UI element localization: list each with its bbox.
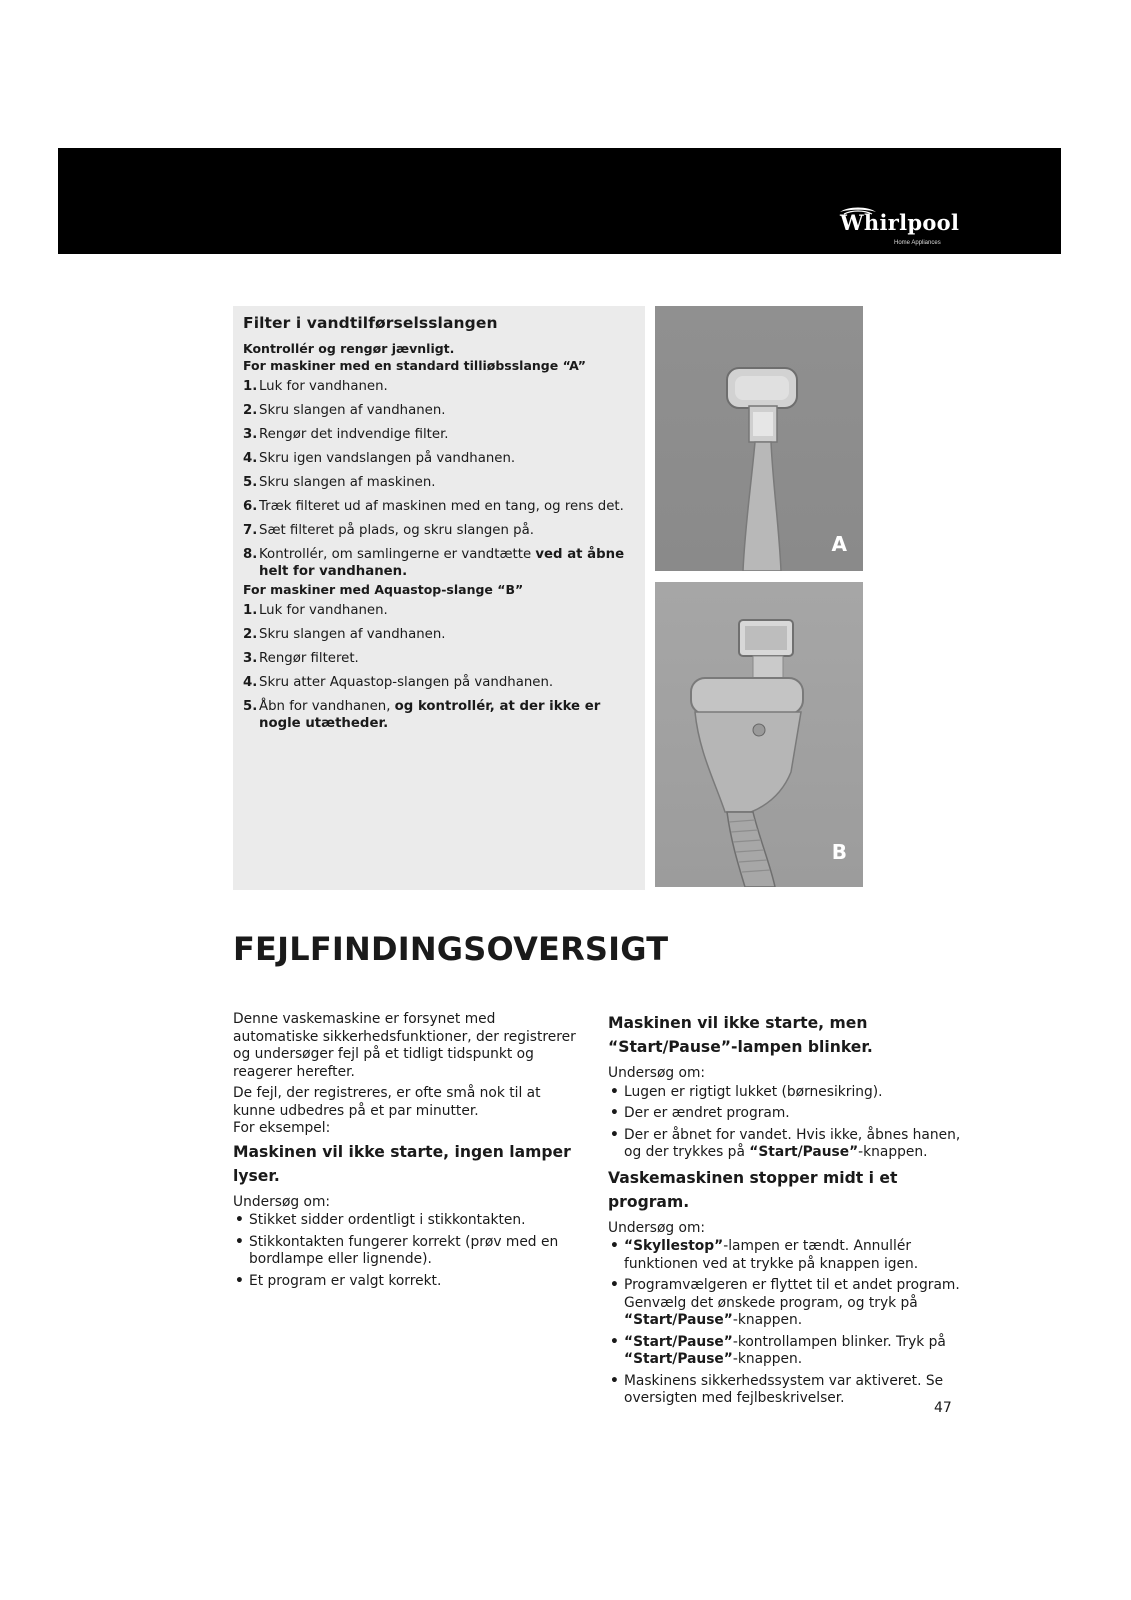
step-item: 2. Skru slangen af vandhanen. [243, 627, 446, 642]
list-item: • Et program er valgt korrekt. [233, 1273, 585, 1291]
right-column [608, 1011, 968, 1412]
filter-panel [233, 306, 645, 890]
steps-list-b [243, 602, 635, 732]
check-list [233, 1212, 585, 1290]
filter-title: Filter i vandtilførselsslangen [243, 314, 498, 332]
step-item: 4. Skru igen vandslangen på vandhanen. [243, 451, 516, 466]
step-item: 8. Kontrollér, om samlingerne er vandtætte ved at åbne helt for vandhanen. [243, 547, 625, 579]
photo-label-a: A [831, 532, 847, 556]
section-heading: Vaskemaskinen stopper midt i et program. [608, 1168, 898, 1211]
intro-paragraph: Denne vaskemaskine er forsynet med automatiske sikkerhedsfunktioner, der registrerer og undersøger fejl på et tidligt tidspunkt og reagerer herefter. [233, 1011, 576, 1080]
check-label: Undersøg om: [233, 1193, 331, 1210]
brand-name: Whirlpool [840, 210, 960, 235]
section-heading: Maskinen vil ikke starte, men “Start/Pause”-lampen blinker. [608, 1014, 873, 1056]
check-list [608, 1084, 968, 1162]
filter-subheading: For maskiner med en standard tilliøbsslange “A” [243, 358, 586, 373]
check-list [608, 1238, 968, 1408]
header-band [58, 148, 1061, 254]
list-item: • Der er ændret program. [608, 1105, 968, 1123]
step-item: 2. Skru slangen af vandhanen. [243, 403, 446, 418]
list-item: • Der er åbnet for vandet. Hvis ikke, åbnes hanen, og der trykkes på “Start/Pause”-knappen. [608, 1127, 968, 1162]
check-label: Undersøg om: [608, 1219, 706, 1236]
intro-paragraph: De fejl, der registreres, er ofte små nok til at kunne udbedres på et par minutter. [233, 1085, 541, 1119]
left-column [233, 1011, 585, 1294]
step-item: 7. Sæt filteret på plads, og skru slangen på. [243, 523, 534, 538]
filter-subheading: Kontrollér og rengør jævnligt. [243, 341, 455, 356]
step-item: 1. Luk for vandhanen. [243, 379, 388, 394]
step-item: 1. Luk for vandhanen. [243, 603, 388, 618]
whirlpool-logo [836, 206, 960, 246]
list-item: • Stikkontakten fungerer korrekt (prøv med en bordlampe eller lignende). [233, 1234, 585, 1269]
step-item: 4. Skru atter Aquastop-slangen på vandhanen. [243, 675, 554, 690]
step-item: 3. Rengør filteret. [243, 651, 359, 666]
intro-paragraph: For eksempel: [233, 1120, 331, 1136]
step-item: 5. Skru slangen af maskinen. [243, 475, 436, 490]
list-item: • Lugen er rigtigt lukket (børnesikring). [608, 1084, 968, 1102]
page-title: FEJLFINDINGSOVERSIGT [233, 930, 669, 968]
list-item: • Stikket sidder ordentligt i stikkontakten. [233, 1212, 585, 1230]
photo-standard-hose [655, 306, 863, 571]
step-item: 6. Træk filteret ud af maskinen med en tang, og rens det. [243, 499, 624, 514]
photo-aquastop-hose [655, 582, 863, 887]
brand-subtitle: Home Appliances [894, 240, 941, 246]
list-item: • Programvælgeren er flyttet til et andet program. Genvælg det ønskede program, og tryk på “Start/Pause”-knappen. [608, 1277, 968, 1330]
list-item: • Maskinens sikkerhedssystem var aktiveret. Se oversigten med fejlbeskrivelser. [608, 1373, 968, 1408]
steps-list-a [243, 378, 635, 580]
list-item: • “Skyllestop”-lampen er tændt. Annullér funktionen ved at trykke på knappen igen. [608, 1238, 968, 1273]
page-number: 47 [934, 1400, 952, 1416]
list-item: • “Start/Pause”-kontrollampen blinker. Tryk på “Start/Pause”-knappen. [608, 1334, 968, 1369]
photo-label-b: B [831, 840, 847, 864]
check-label: Undersøg om: [608, 1065, 706, 1081]
step-item: 3. Rengør det indvendige filter. [243, 427, 449, 442]
filter-subheading: For maskiner med Aquastop-slange “B” [243, 582, 524, 597]
section-heading: Maskinen vil ikke starte, ingen lamper lyser. [233, 1142, 571, 1185]
step-item: 5. Åbn for vandhanen, og kontrollér, at der ikke er nogle utætheder. [243, 699, 601, 731]
